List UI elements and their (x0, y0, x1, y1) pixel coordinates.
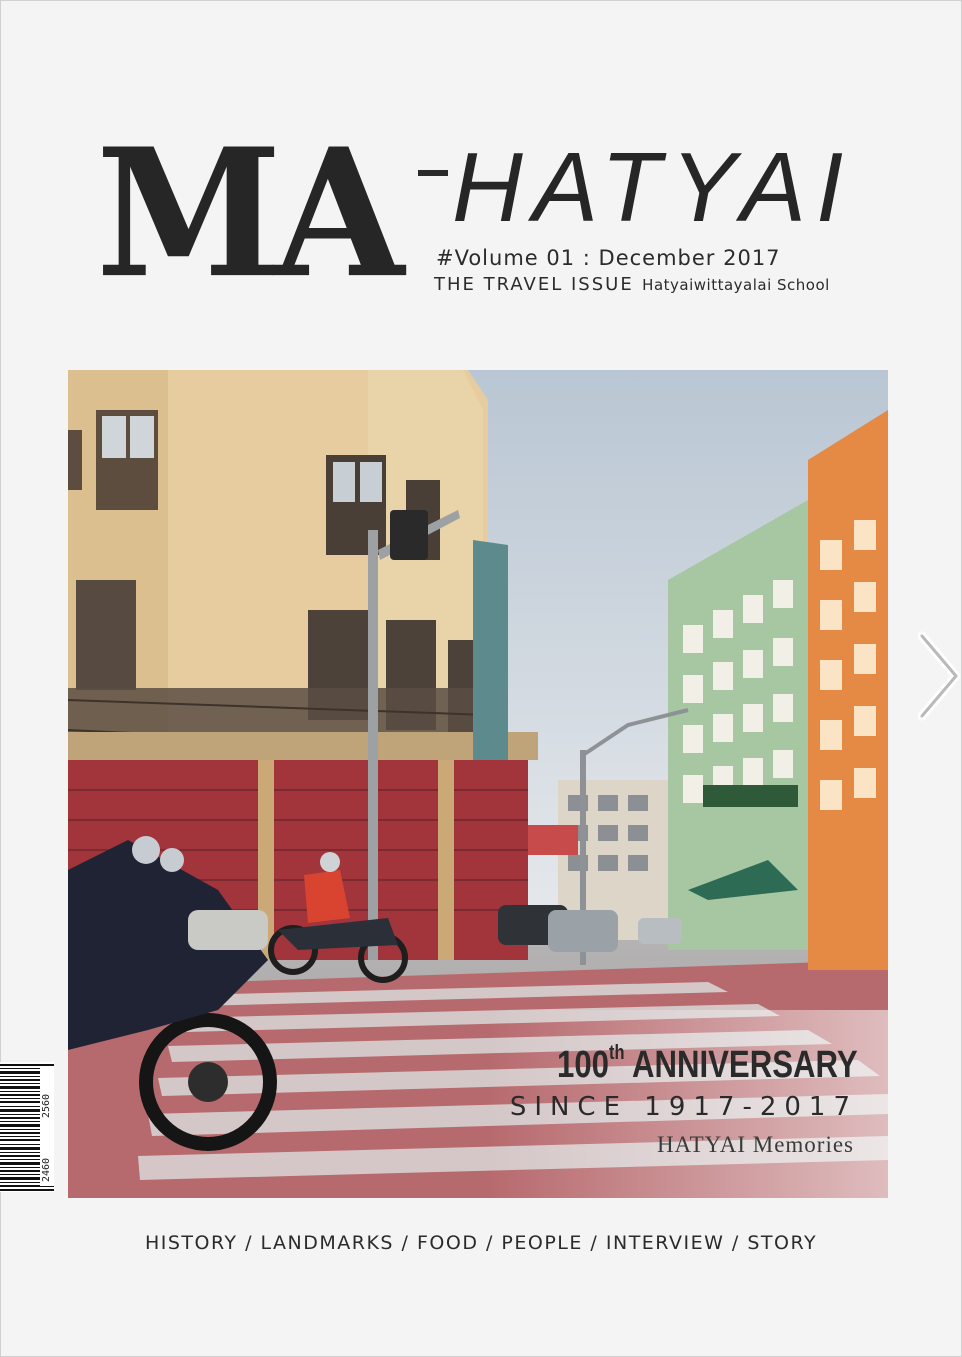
anniversary-suffix: th (609, 1042, 625, 1064)
school-label: Hatyaiwittayalai School (642, 276, 830, 294)
barcode-number-bottom: 2460 (41, 1157, 52, 1182)
next-page-button[interactable] (912, 630, 962, 722)
masthead-dash (418, 170, 448, 176)
anniversary-headline (557, 1042, 858, 1087)
memories-subtitle: HATYAI Memories (656, 1132, 854, 1157)
chevron-right-icon (912, 630, 962, 722)
volume-label: #Volume 01 : December 2017 (436, 246, 781, 270)
cover-photo (68, 370, 888, 1198)
barcode-number-top: 2560 (41, 1093, 52, 1118)
masthead-title-hatyai: HATYAI (452, 132, 854, 242)
anniversary-number: 100 (557, 1044, 610, 1086)
masthead-title-ma: MA (96, 109, 397, 318)
barcode (0, 1062, 54, 1192)
topics-line: HISTORY / LANDMARKS / FOOD / PEOPLE / INTERVIEW / STORY (144, 1232, 818, 1254)
anniversary-word: ANNIVERSARY (632, 1044, 858, 1086)
issue-label: THE TRAVEL ISSUE (434, 274, 634, 295)
since-years: SINCE 1917-2017 (509, 1092, 858, 1122)
issue-line (434, 274, 830, 295)
